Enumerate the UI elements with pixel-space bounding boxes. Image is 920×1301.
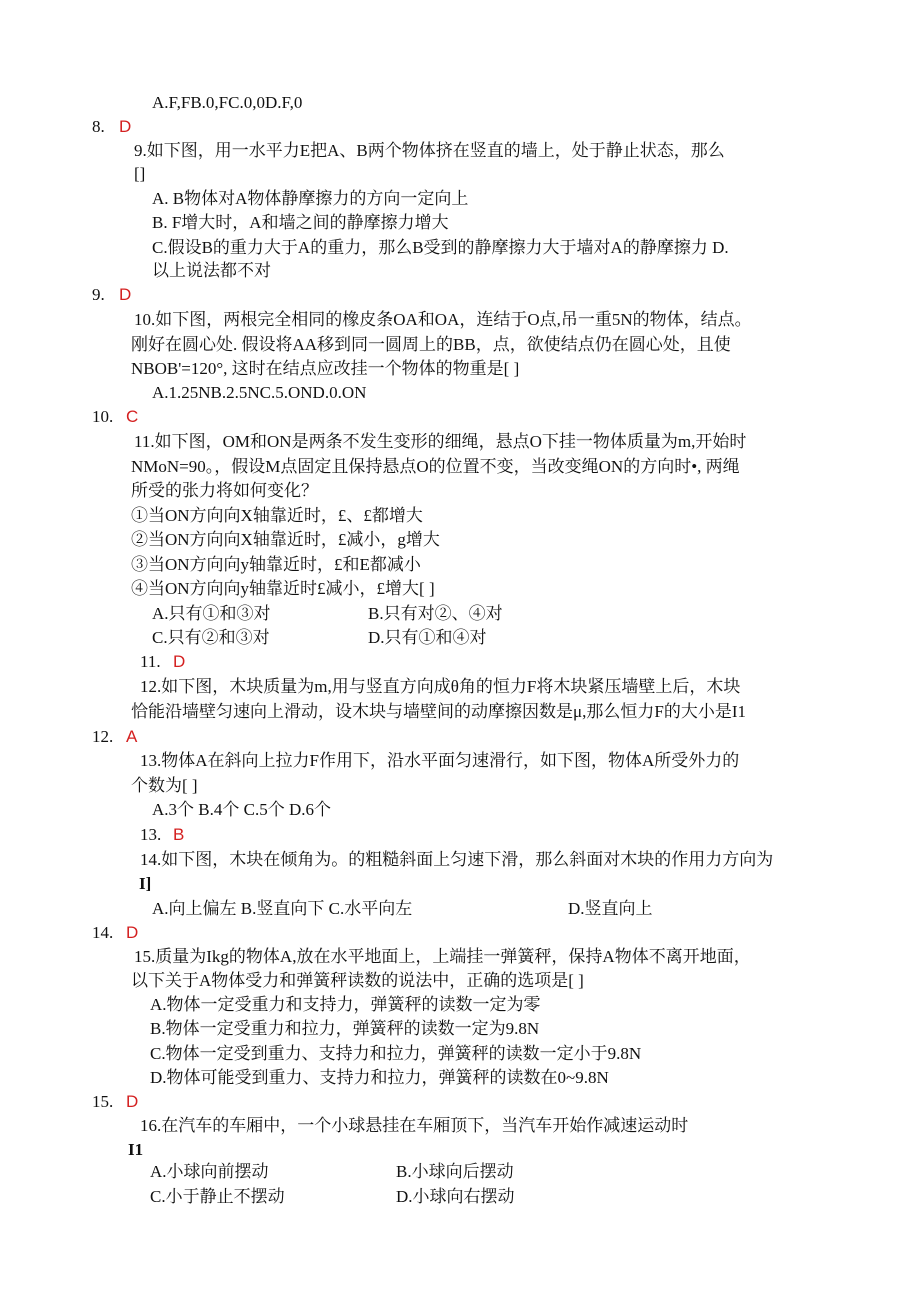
- q9-option-d: 以上说法都不对: [152, 261, 271, 280]
- answer-10: C: [126, 407, 139, 426]
- q12-stem-line-2: 恰能沿墙壁匀速向上滑动，设木块与墙壁间的动摩擦因数是μ,那么恒力F的大小是I1: [131, 702, 746, 721]
- answer-12: A: [126, 727, 138, 746]
- q10-options: A.1.25NB.2.5NC.5.OND.0.ON: [152, 383, 367, 402]
- q7-options: A.F,FB.0,FC.0,0D.F,0: [152, 93, 303, 112]
- answer-10-number: 10.: [92, 407, 114, 426]
- q15-option-a: A.物体一定受重力和支持力，弹簧秤的读数一定为零: [150, 995, 541, 1014]
- q14-stem-line-1: 14.如下图，木块在倾角为。的粗糙斜面上匀速下滑，那么斜面对木块的作用力方向为: [140, 850, 774, 869]
- q11-option-a: A.只有①和③对: [152, 604, 271, 623]
- q9-stem-line-2: []: [134, 164, 146, 183]
- answer-15: D: [126, 1092, 139, 1111]
- answer-15-number: 15.: [92, 1092, 114, 1111]
- q15-stem-line-1: 15.质量为Ikg的物体A,放在水平地面上，上端挂一弹簧秤，保持A物体不离开地面，: [134, 947, 751, 966]
- q11-option-c: C.只有②和③对: [152, 628, 270, 647]
- q9-option-c: C.假设B的重力大于A的重力，那么B受到的静摩擦力大于墙对A的静摩擦力 D.: [152, 238, 729, 257]
- q9-stem-line-1: 9.如下图，用一水平力E把A、B两个物体挤在竖直的墙上，处于静止状态，那么: [134, 141, 725, 160]
- answer-9-number: 9.: [92, 285, 105, 304]
- q15-stem-line-2: 以下关于A物体受力和弹簧秤读数的说法中，正确的选项是[ ]: [131, 971, 584, 990]
- q10-stem-line-2: 刚好在圆心处. 假设将AA移到同一圆周上的BB，点，欲使结点仍在圆心处，且使: [131, 335, 731, 354]
- q11-statement-1: ①当ON方向向X轴靠近时，£、£都增大: [131, 506, 423, 525]
- answer-11-number: 11.: [140, 652, 161, 671]
- q16-stem-line-2: I1: [128, 1140, 144, 1159]
- q16-stem-line-1: 16.在汽车的车厢中，一个小球悬挂在车厢顶下，当汽车开始作减速运动时: [140, 1116, 689, 1135]
- q13-stem-line-1: 13.物体A在斜向上拉力F作用下，沿水平面匀速滑行，如下图，物体A所受外力的: [140, 751, 740, 770]
- q15-option-b: B.物体一定受重力和拉力，弹簧秤的读数一定为9.8N: [150, 1019, 540, 1038]
- answer-14: D: [126, 923, 139, 942]
- q11-option-b: B.只有对②、④对: [368, 604, 503, 623]
- q16-option-d: D.小球向右摆动: [396, 1187, 515, 1206]
- q16-option-a: A.小球向前摆动: [150, 1162, 269, 1181]
- q13-options: A.3个 B.4个 C.5个 D.6个: [152, 800, 331, 819]
- q11-stem-line-3: 所受的张力将如何变化？: [131, 481, 318, 500]
- answer-13: B: [173, 825, 185, 844]
- q11-statement-2: ②当ON方向向X轴靠近时，£减小，g增大: [131, 530, 440, 549]
- answer-12-number: 12.: [92, 727, 114, 746]
- answer-13-number: 13.: [140, 825, 162, 844]
- q11-stem-line-1: 11.如下图，OM和ON是两条不发生变形的细绳，悬点O下挂一物体质量为m,开始时: [134, 432, 747, 451]
- q11-stem-line-2: NMoN=90。，假设M点固定且保持悬点O的位置不变，当改变绳ON的方向时•, 两绳: [131, 457, 740, 476]
- q9-option-b: B. F增大时，A和墙之间的静摩擦力增大: [152, 213, 449, 232]
- q11-statement-4: ④当ON方向向y轴靠近时£减小，£增大[ ]: [131, 579, 435, 598]
- q15-option-d: D.物体可能受到重力、支持力和拉力，弹簧秤的读数在0~9.8N: [150, 1068, 609, 1087]
- q9-option-a: A. B物体对A物体静摩擦力的方向一定向上: [152, 189, 469, 208]
- q11-statement-3: ③当ON方向向y轴靠近时，£和E都减小: [131, 555, 421, 574]
- q14-stem-line-2: I]: [139, 874, 152, 893]
- q13-stem-line-2: 个数为[ ]: [131, 776, 198, 795]
- q15-option-c: C.物体一定受到重力、支持力和拉力，弹簧秤的读数一定小于9.8N: [150, 1044, 642, 1063]
- q10-stem-line-1: 10.如下图，两根完全相同的橡皮条OA和OA，连结于O点,吊一重5N的物体，结点。: [134, 310, 752, 329]
- q14-option-d: D.竖直向上: [568, 899, 653, 918]
- answer-14-number: 14.: [92, 923, 114, 942]
- answer-8-number: 8.: [92, 117, 105, 136]
- q11-option-d: D.只有①和④对: [368, 628, 487, 647]
- q16-option-b: B.小球向后摆动: [396, 1162, 514, 1181]
- answer-11: D: [173, 652, 186, 671]
- q14-options: A.向上偏左 B.竖直向下 C.水平向左: [152, 899, 413, 918]
- q12-stem-line-1: 12.如下图，木块质量为m,用与竖直方向成θ角的恒力F将木块紧压墙壁上后，木块: [140, 677, 741, 696]
- q16-option-c: C.小于静止不摆动: [150, 1187, 285, 1206]
- answer-9: D: [119, 285, 132, 304]
- q10-stem-line-3: NBOB'=120°, 这时在结点应改挂一个物体的物重是[ ]: [131, 359, 520, 378]
- answer-8: D: [119, 117, 132, 136]
